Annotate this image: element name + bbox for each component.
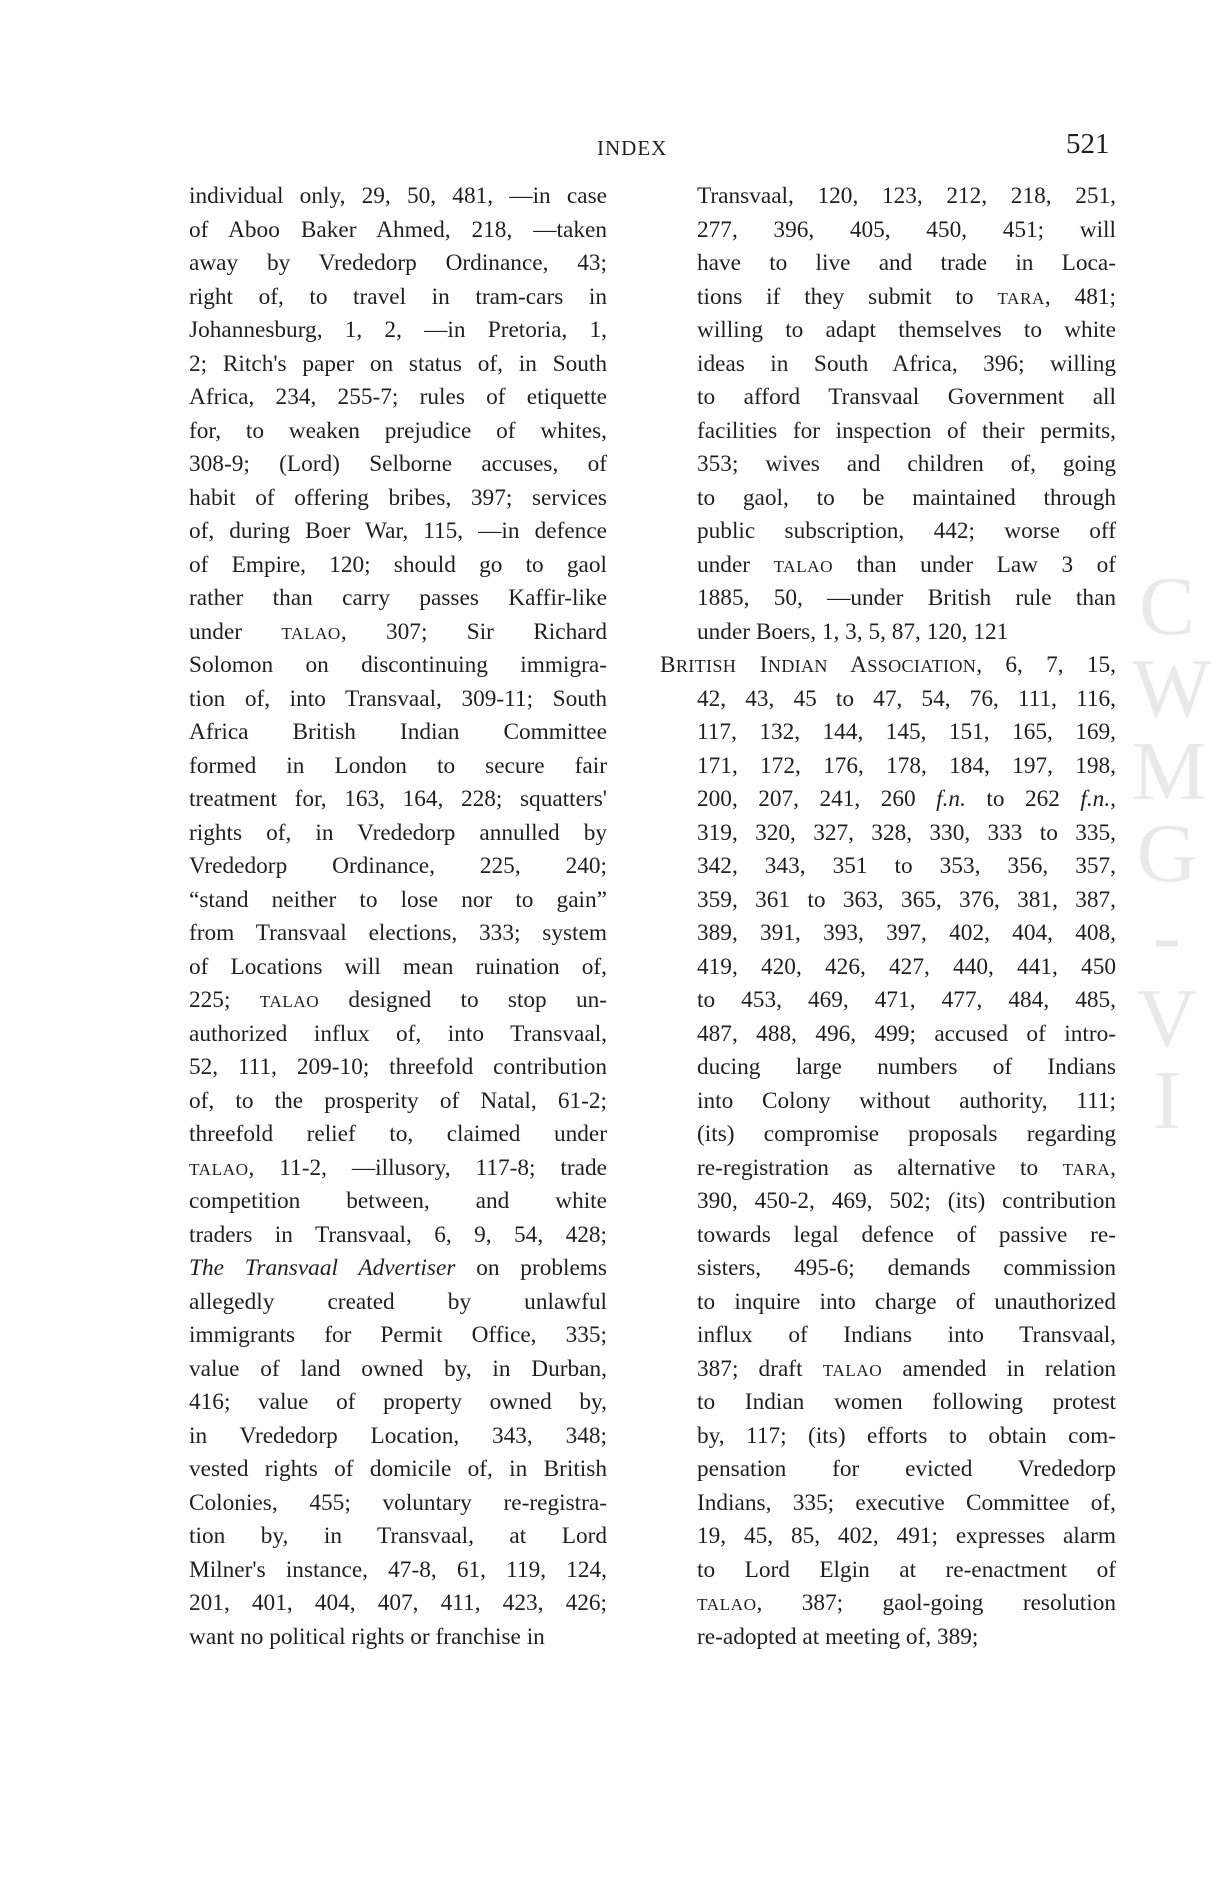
index-line: 52, 111, 209-10; threefold contribution bbox=[189, 1054, 607, 1080]
index-line: immigrants for Permit Office, 335; bbox=[189, 1322, 607, 1348]
index-line bbox=[660, 649, 1116, 683]
small-caps-term: TALAO bbox=[189, 1159, 249, 1179]
index-line: 2; Ritch's paper on status of, in South bbox=[189, 350, 607, 377]
index-line: influx of Indians into Transvaal, bbox=[697, 1322, 1116, 1348]
italic-title: f.n. bbox=[1080, 786, 1111, 812]
index-line: in Vrededorp Location, 343, 348; bbox=[189, 1422, 607, 1449]
text-run: re-registration as alternative to bbox=[697, 1154, 1063, 1181]
index-line: Indians, 335; executive Committee of, bbox=[697, 1489, 1116, 1516]
index-line: rights of, in Vrededorp annulled by bbox=[189, 819, 607, 846]
index-line: towards legal defence of passive re- bbox=[697, 1221, 1116, 1248]
index-line: of Aboo Baker Ahmed, 218, —taken bbox=[189, 216, 607, 243]
index-line: formed in London to secure fair bbox=[189, 752, 607, 779]
watermark-letter: G bbox=[1136, 806, 1198, 900]
index-line bbox=[660, 1587, 1116, 1621]
index-line: tion of, into Transvaal, 309-11; South bbox=[189, 685, 607, 712]
text-run: , 481; bbox=[1044, 283, 1116, 310]
index-line: 42, 43, 45 to 47, 54, 76, 111, 116, bbox=[697, 685, 1116, 712]
index-line: allegedly created by unlawful bbox=[189, 1288, 607, 1315]
index-line: sisters, 495-6; demands commission bbox=[697, 1255, 1116, 1281]
index-line: 390, 450-2, 469, 502; (its) contribution bbox=[697, 1188, 1116, 1214]
running-head: INDEX bbox=[597, 136, 668, 160]
index-line: value of land owned by, in Durban, bbox=[189, 1355, 607, 1382]
index-line: treatment for, 163, 164, 228; squatters' bbox=[189, 786, 607, 812]
text-run: , bbox=[1110, 786, 1116, 812]
text-run: under bbox=[189, 618, 282, 645]
index-line: Transvaal, 120, 123, 212, 218, 251, bbox=[697, 183, 1116, 209]
index-line: 342, 343, 351 to 353, 356, 357, bbox=[697, 853, 1116, 879]
text-run: 225; bbox=[189, 987, 260, 1013]
index-line: Africa, 234, 255-7; rules of etiquette bbox=[189, 384, 607, 410]
text-run: , 11-2, —illusory, 117-8; trade bbox=[248, 1154, 607, 1181]
index-line bbox=[189, 616, 607, 650]
index-line: 353; wives and children of, going bbox=[697, 451, 1116, 477]
index-line: willing to adapt themselves to white bbox=[697, 317, 1116, 343]
index-line: of Locations will mean ruination of, bbox=[189, 953, 607, 980]
index-line: to 453, 469, 471, 477, 484, 485, bbox=[697, 987, 1116, 1013]
index-line: to Lord Elgin at re-enactment of bbox=[697, 1556, 1116, 1583]
index-line: 277, 396, 405, 450, 451; will bbox=[697, 216, 1116, 243]
index-line: away by Vrededorp Ordinance, 43; bbox=[189, 250, 607, 276]
index-line: public subscription, 442; worse off bbox=[697, 518, 1116, 544]
index-line: to inquire into charge of unauthorized bbox=[697, 1288, 1116, 1315]
index-line: Africa British Indian Committee bbox=[189, 719, 607, 745]
page-number: 521 bbox=[1066, 128, 1110, 160]
index-line: 419, 420, 426, 427, 440, 441, 450 bbox=[697, 953, 1116, 980]
index-line: 319, 320, 327, 328, 330, 333 to 335, bbox=[697, 819, 1116, 846]
index-line: under Boers, 1, 3, 5, 87, 120, 121 bbox=[697, 618, 1009, 645]
text-run: tions if they submit to bbox=[697, 283, 998, 310]
small-caps-term: TALAO bbox=[259, 992, 320, 1011]
index-line: 308-9; (Lord) Selborne accuses, of bbox=[189, 451, 607, 477]
watermark-letter: C bbox=[1138, 560, 1196, 653]
index-line bbox=[660, 549, 1116, 583]
index-line: 416; value of property owned by, bbox=[189, 1389, 607, 1415]
index-line: pensation for evicted Vrededorp bbox=[697, 1456, 1116, 1482]
index-line bbox=[660, 783, 1116, 817]
text-run: under bbox=[697, 551, 774, 578]
watermark-letter: M bbox=[1132, 724, 1207, 818]
index-line: of, during Boer War, 115, —in defence bbox=[189, 518, 607, 544]
index-line: ducing large numbers of Indians bbox=[697, 1054, 1116, 1080]
index-line: 171, 172, 176, 178, 184, 197, 198, bbox=[697, 752, 1116, 779]
small-caps-term: TALAO bbox=[281, 623, 341, 643]
index-line: for, to weaken prejudice of whites, bbox=[189, 417, 607, 444]
watermark-letter: I bbox=[1153, 1053, 1181, 1147]
small-caps-term: TALAO bbox=[697, 1595, 757, 1614]
index-line: want no political rights or franchise in bbox=[189, 1623, 545, 1650]
small-caps-term: TARA bbox=[1062, 1159, 1111, 1179]
index-line: to afford Transvaal Government all bbox=[697, 384, 1116, 410]
index-line: 389, 391, 393, 397, 402, 404, 408, bbox=[697, 920, 1116, 946]
index-line bbox=[660, 1152, 1116, 1186]
watermark-letter: V bbox=[1136, 971, 1198, 1065]
text-run: , 6, 7, 15, bbox=[976, 652, 1117, 678]
text-run: 387; draft bbox=[697, 1355, 823, 1382]
index-line bbox=[189, 1152, 607, 1186]
text-run: , 307; Sir Richard bbox=[340, 618, 607, 645]
index-line: 359, 361 to 363, 365, 376, 381, 387, bbox=[697, 886, 1116, 913]
index-line: ideas in South Africa, 396; willing bbox=[697, 350, 1116, 377]
index-line: Vrededorp Ordinance, 225, 240; bbox=[189, 853, 607, 879]
index-line: authorized influx of, into Transvaal, bbox=[189, 1020, 607, 1047]
index-line: Solomon on discontinuing immigra- bbox=[189, 652, 607, 678]
small-caps-term: TARA bbox=[997, 288, 1045, 308]
index-line: facilities for inspection of their permits, bbox=[697, 417, 1116, 444]
index-line: traders in Transvaal, 6, 9, 54, 428; bbox=[189, 1221, 607, 1248]
index-line: have to live and trade in Loca- bbox=[697, 250, 1116, 276]
index-line: rather than carry passes Kaffir-like bbox=[189, 585, 607, 611]
index-line: 201, 401, 404, 407, 411, 423, 426; bbox=[189, 1590, 607, 1616]
index-line: into Colony without authority, 111; bbox=[697, 1087, 1116, 1114]
index-line: vested rights of domicile of, in British bbox=[189, 1456, 607, 1482]
index-line: tion by, in Transvaal, at Lord bbox=[189, 1523, 607, 1549]
index-line: 1885, 50, —under British rule than bbox=[697, 585, 1116, 611]
index-line: Milner's instance, 47-8, 61, 119, 124, bbox=[189, 1556, 607, 1583]
index-line: from Transvaal elections, 333; system bbox=[189, 920, 607, 946]
text-run: than under Law 3 of bbox=[833, 551, 1116, 578]
index-line bbox=[189, 984, 607, 1018]
small-caps-term: TALAO bbox=[822, 1360, 883, 1380]
index-line: to Indian women following protest bbox=[697, 1389, 1116, 1415]
index-line: of, to the prosperity of Natal, 61-2; bbox=[189, 1087, 607, 1114]
index-line: to gaol, to be maintained through bbox=[697, 484, 1116, 511]
text-run: on problems bbox=[455, 1255, 607, 1281]
index-line: “stand neither to lose nor to gain” bbox=[189, 886, 607, 913]
index-line: individual only, 29, 50, 481, —in case bbox=[189, 183, 607, 209]
index-line: 117, 132, 144, 145, 151, 165, 169, bbox=[697, 719, 1116, 745]
index-line: 487, 488, 496, 499; accused of intro- bbox=[697, 1020, 1116, 1047]
index-line: 19, 45, 85, 402, 491; expresses alarm bbox=[697, 1523, 1116, 1549]
watermark bbox=[1132, 560, 1212, 1147]
text-run: to 262 bbox=[965, 786, 1081, 812]
italic-title: The Transvaal Advertiser bbox=[189, 1255, 456, 1281]
index-line: (its) compromise proposals regarding bbox=[697, 1121, 1116, 1147]
index-heading-term: BRITISH INDIAN ASSOCIATION bbox=[660, 652, 977, 678]
watermark-letter: - bbox=[1153, 889, 1181, 983]
index-line: re-adopted at meeting of, 389; bbox=[697, 1623, 979, 1650]
small-caps-term: TALAO bbox=[773, 556, 834, 576]
index-line: by, 117; (its) efforts to obtain com- bbox=[697, 1422, 1116, 1449]
index-line: threefold relief to, claimed under bbox=[189, 1121, 607, 1147]
watermark-letter: W bbox=[1132, 642, 1212, 736]
index-line: Johannesburg, 1, 2, —in Pretoria, 1, bbox=[189, 317, 607, 343]
index-line bbox=[189, 1252, 607, 1286]
index-column-left bbox=[189, 180, 607, 1654]
text-run: , bbox=[1110, 1154, 1116, 1181]
index-line: habit of offering bribes, 397; services bbox=[189, 484, 607, 511]
text-run: amended in relation bbox=[882, 1355, 1116, 1382]
text-run: , 387; gaol-going resolution bbox=[756, 1590, 1116, 1616]
index-column-right bbox=[660, 180, 1116, 1654]
index-line: of Empire, 120; should go to gaol bbox=[189, 551, 607, 578]
index-line: Colonies, 455; voluntary re-registra- bbox=[189, 1489, 607, 1516]
index-line bbox=[660, 1353, 1116, 1387]
italic-title: f.n. bbox=[936, 786, 966, 812]
index-line: competition between, and white bbox=[189, 1188, 607, 1214]
index-line bbox=[660, 281, 1116, 315]
index-line: right of, to travel in tram-cars in bbox=[189, 283, 607, 310]
text-run: designed to stop un- bbox=[319, 987, 607, 1013]
text-run: 200, 207, 241, 260 bbox=[697, 786, 937, 812]
